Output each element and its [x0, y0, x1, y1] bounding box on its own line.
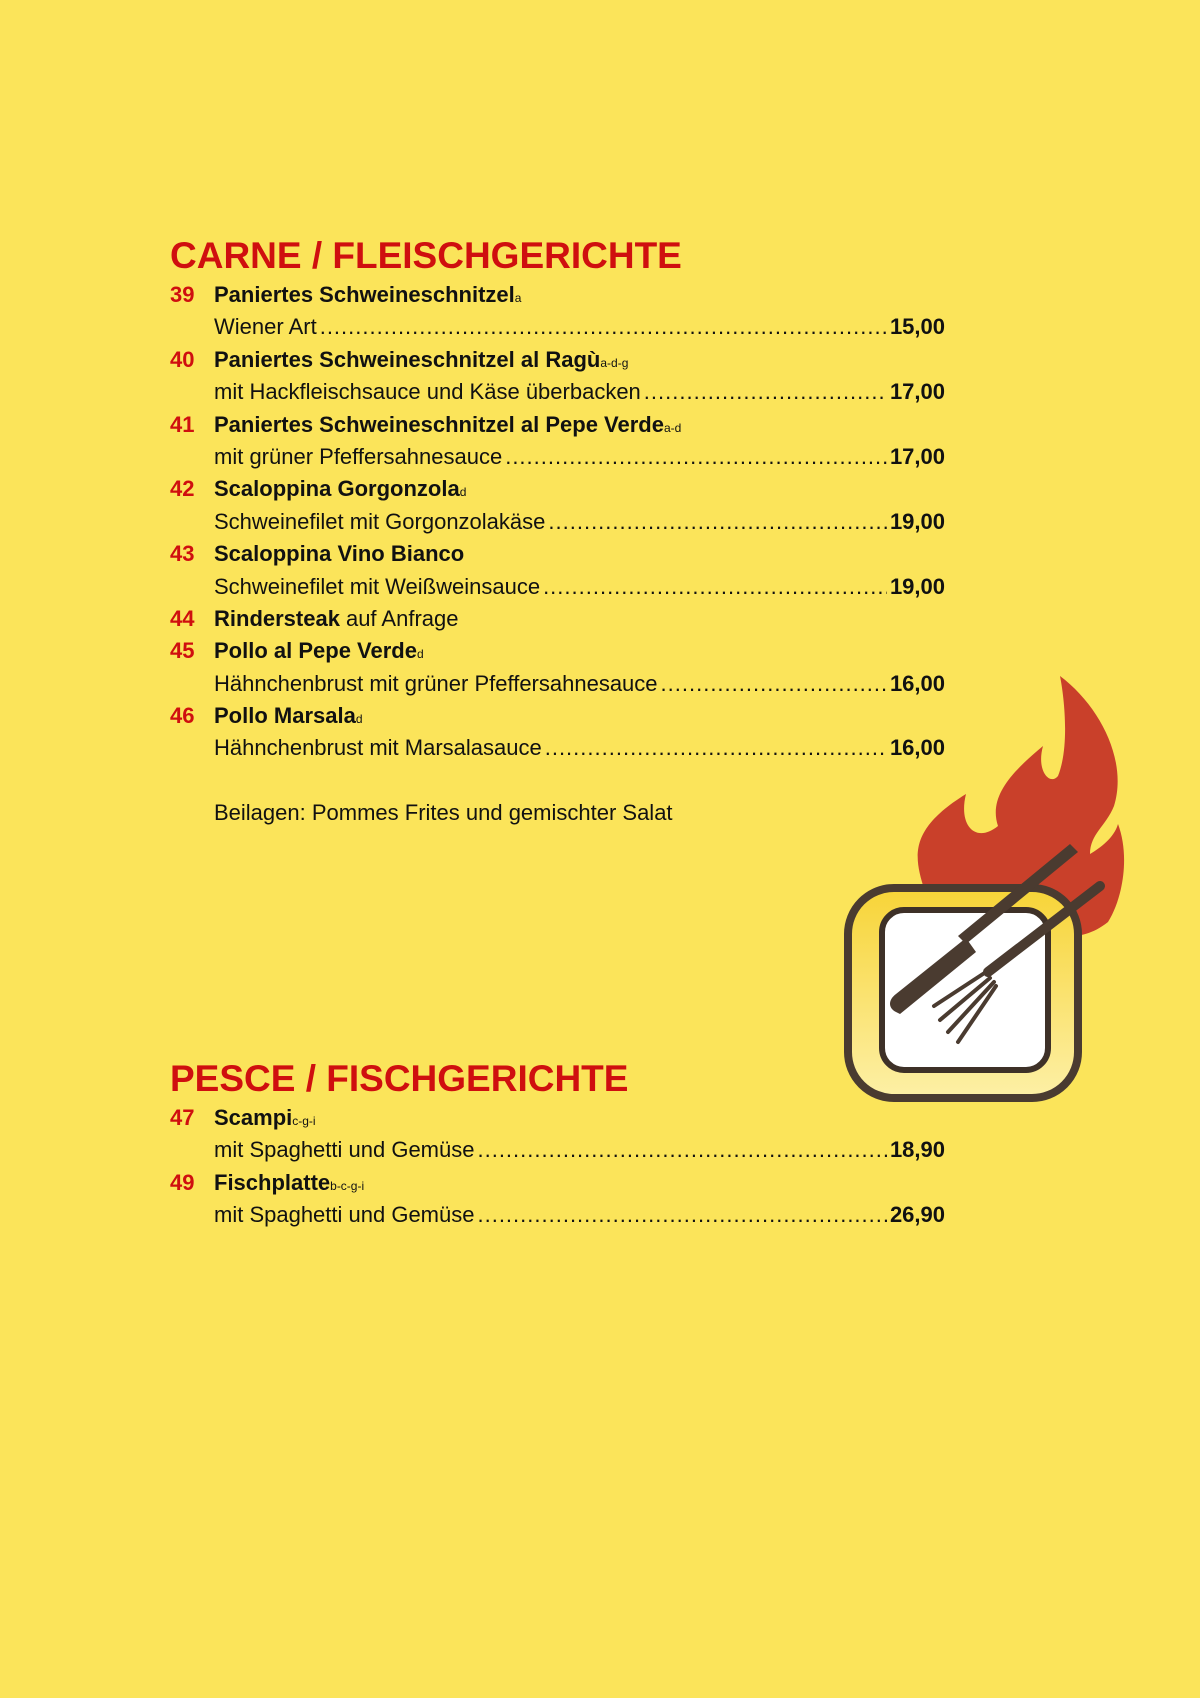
allergen-codes: a-d — [663, 420, 682, 435]
section-title: CARNE / FLEISCHGERICHTE — [170, 235, 682, 276]
dot-leader — [548, 509, 887, 535]
dot-leader — [543, 574, 887, 600]
item-description: mit Spaghetti und Gemüse — [214, 1137, 475, 1163]
item-name: Pollo Marsala — [214, 703, 356, 729]
menu-item-desc-line — [170, 314, 945, 346]
item-price: 18,90 — [889, 1137, 945, 1163]
item-number: 45 — [170, 638, 195, 664]
menu-item-desc-line — [170, 671, 945, 703]
pesce-section — [170, 1055, 945, 1235]
item-availability-note: auf Anfrage — [345, 605, 459, 631]
section-title: PESCE / FISCHGERICHTE — [170, 1058, 629, 1099]
item-name: Paniertes Schweineschnitzel al Ragù — [214, 346, 601, 372]
item-name: Paniertes Schweineschnitzel al Pepe Verde — [214, 411, 664, 437]
menu-item-desc-line — [170, 1137, 945, 1169]
dot-leader — [477, 1137, 886, 1163]
item-description: Wiener Art — [214, 314, 317, 340]
item-price: 19,00 — [889, 508, 945, 534]
dot-leader — [320, 314, 887, 340]
item-price: 19,00 — [889, 573, 945, 599]
item-number: 40 — [170, 346, 195, 372]
menu-item-name-line — [170, 703, 945, 735]
item-price: 16,00 — [889, 735, 945, 761]
menu-item-name-line — [170, 347, 945, 379]
item-number: 44 — [170, 605, 195, 631]
item-description: Hähnchenbrust mit grüner Pfeffersahnesauce — [214, 670, 658, 696]
menu-item-name-line — [170, 638, 945, 670]
item-price: 26,90 — [889, 1202, 945, 1228]
item-number: 41 — [170, 411, 195, 437]
item-name: Fischplatte — [214, 1169, 331, 1195]
item-description: Schweinefilet mit Gorgonzolakäse — [214, 508, 546, 534]
item-name: Scampi — [214, 1105, 293, 1130]
menu-item-desc-line — [170, 444, 945, 476]
allergen-codes: d — [459, 485, 467, 500]
menu-item-name-line — [170, 476, 945, 508]
item-number: 46 — [170, 703, 195, 729]
allergen-codes: b-c-g-i — [330, 1178, 365, 1193]
item-price: 15,00 — [889, 314, 945, 340]
menu-item-name-line — [170, 541, 945, 573]
side-dishes-text: Beilagen: Pommes Frites und gemischter Salat — [214, 799, 673, 825]
allergen-codes: d — [355, 712, 363, 727]
item-name: Scaloppina Gorgonzola — [214, 476, 460, 502]
dot-leader — [477, 1202, 886, 1228]
menu-item-desc-line — [170, 574, 945, 606]
menu-item-name-line — [170, 1170, 945, 1202]
allergen-codes: a — [514, 291, 522, 305]
item-price: 16,00 — [889, 670, 945, 696]
item-number: 42 — [170, 476, 195, 502]
item-number: 49 — [170, 1169, 195, 1195]
menu-item-desc-line — [170, 735, 945, 767]
item-name: Scaloppina Vino Bianco — [214, 541, 465, 567]
menu-item-desc-line — [170, 379, 945, 411]
item-number: 39 — [170, 282, 195, 307]
item-name: Paniertes Schweineschnitzel — [214, 282, 515, 307]
dot-leader — [545, 735, 887, 761]
menu-item-name-line — [170, 606, 945, 638]
menu-item-name-line — [170, 1105, 945, 1137]
item-price: 17,00 — [889, 443, 945, 469]
item-description: mit grüner Pfeffersahnesauce — [214, 443, 503, 469]
allergen-codes: d — [416, 647, 424, 662]
item-number: 47 — [170, 1105, 195, 1130]
item-description: Schweinefilet mit Weißweinsauce — [214, 573, 541, 599]
item-number: 43 — [170, 541, 195, 567]
item-price: 17,00 — [889, 379, 945, 405]
menu-item-name-line — [170, 282, 945, 314]
side-dishes-note — [170, 800, 945, 832]
item-name: Rindersteak — [214, 605, 340, 631]
item-name: Pollo al Pepe Verde — [214, 638, 417, 664]
dot-leader — [644, 379, 887, 405]
allergen-codes: a-d-g — [600, 355, 629, 370]
allergen-codes: c-g-i — [292, 1114, 316, 1128]
menu-item-desc-line — [170, 1202, 945, 1234]
carne-section — [170, 232, 945, 832]
dot-leader — [505, 444, 887, 470]
menu-item-desc-line — [170, 509, 945, 541]
flaming-plate-cutlery-icon — [838, 676, 1128, 1106]
item-description: mit Hackfleischsauce und Käse überbacken — [214, 379, 641, 405]
item-description: mit Spaghetti und Gemüse — [214, 1202, 475, 1228]
menu-item-name-line — [170, 412, 945, 444]
item-description: Hähnchenbrust mit Marsalasauce — [214, 735, 542, 761]
